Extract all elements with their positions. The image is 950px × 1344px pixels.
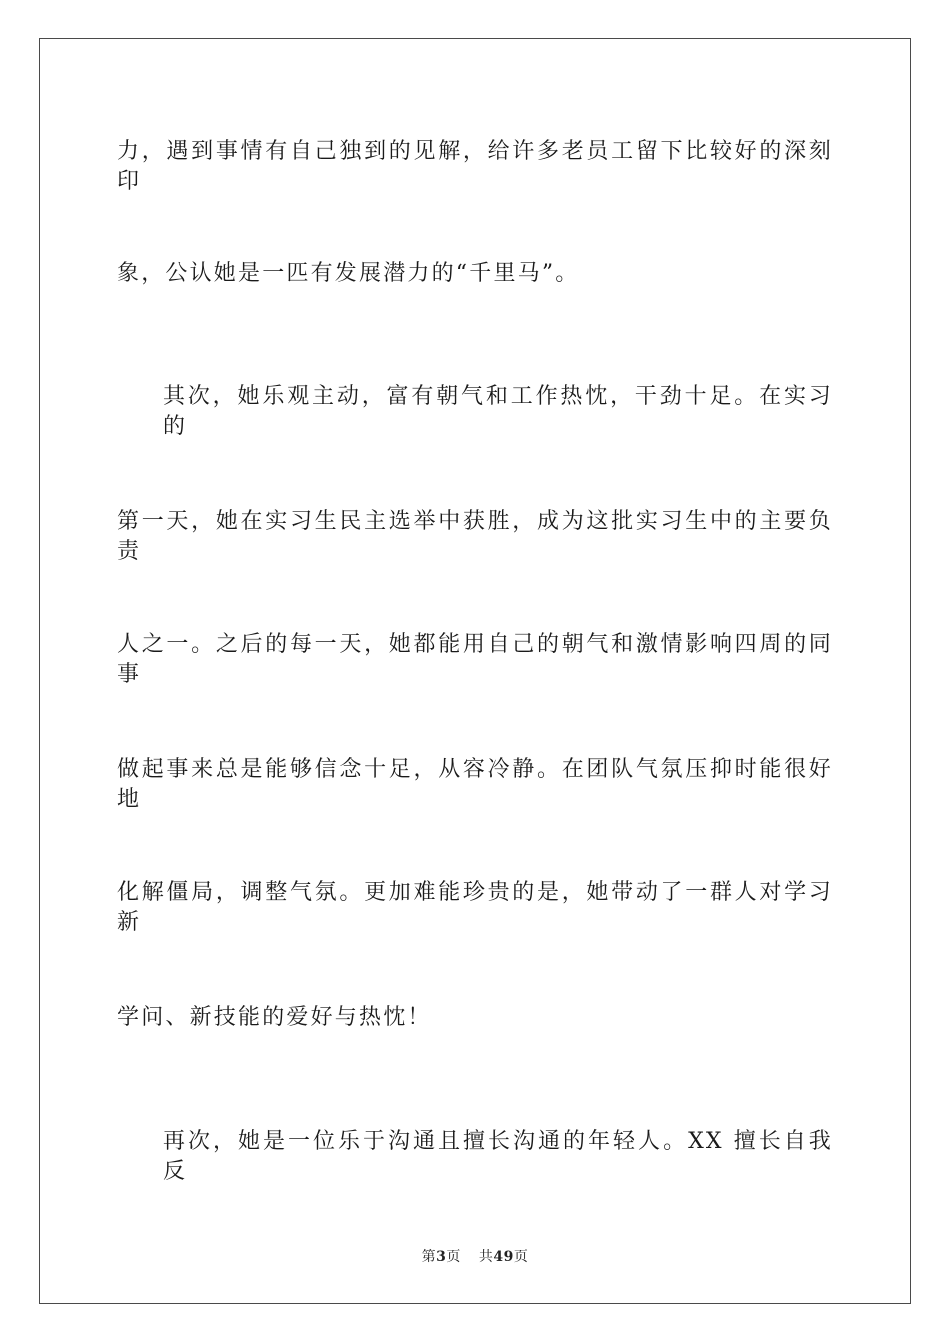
body-text-line-6: 做起事来总是能够信念十足，从容冷静。在团队气氛压抑时能很好地: [117, 757, 833, 812]
body-text-line-7: 化解僵局，调整气氛。更加难能珍贵的是，她带动了一群人对学习新: [117, 880, 833, 935]
body-text-line-8: 学问、新技能的爱好与热忱！: [117, 1005, 432, 1030]
body-text-line-9: 再次，她是一位乐于沟通且擅长沟通的年轻人。XX 擅长自我反: [163, 1129, 833, 1184]
body-text-line-5: 人之一。之后的每一天，她都能用自己的朝气和激情影响四周的同事: [117, 632, 833, 687]
page-suffix: 页: [446, 1249, 461, 1265]
page-prefix: 第: [421, 1249, 437, 1265]
page-border: [39, 38, 911, 1304]
total-prefix: 共: [478, 1249, 494, 1265]
total-pages: 49: [493, 1249, 514, 1265]
body-text-line-4: 第一天，她在实习生民主选举中获胜，成为这批实习生中的主要负责: [117, 509, 833, 564]
body-text-line-3: 其次，她乐观主动，富有朝气和工作热忱，干劲十足。在实习的: [163, 384, 833, 439]
page-footer: [0, 1248, 950, 1266]
body-text-line-1: 力，遇到事情有自己独到的见解，给许多老员工留下比较好的深刻印: [117, 139, 833, 194]
page-number: 3: [436, 1249, 447, 1265]
body-text-line-2: 象，公认她是一匹有发展潜力的“千里马”。: [117, 261, 580, 286]
total-suffix: 页: [513, 1249, 529, 1265]
